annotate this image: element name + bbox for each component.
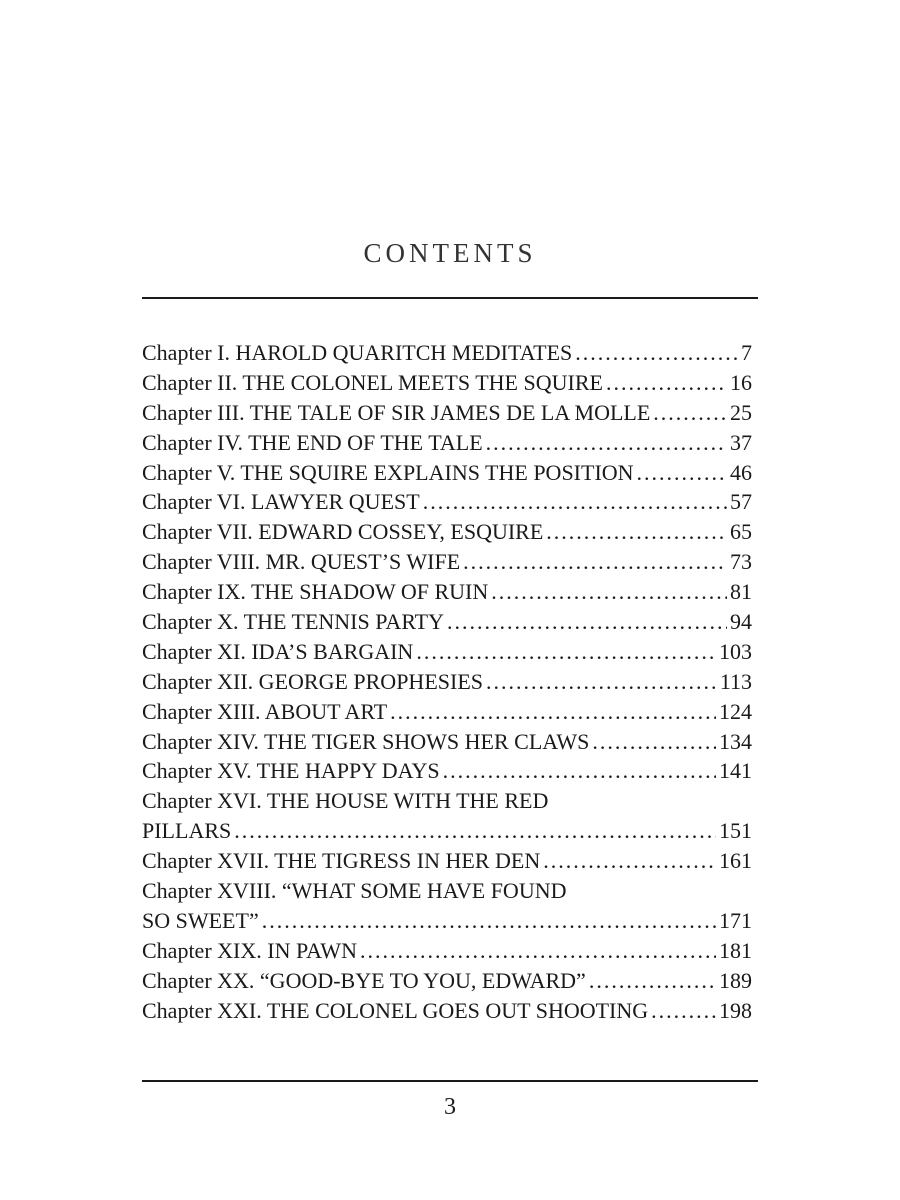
- toc-entry: [142, 577, 752, 607]
- dot-leader: [637, 458, 727, 488]
- toc-entry: [142, 428, 752, 458]
- toc-entry-title: Chapter XVII. THE TIGRESS IN HER DEN: [142, 848, 541, 874]
- dot-leader: [423, 487, 727, 517]
- dot-leader: [486, 667, 717, 697]
- bottom-divider: [142, 1080, 758, 1082]
- toc-entry: [142, 996, 752, 1026]
- toc-entry: [142, 816, 752, 846]
- toc-entry-title: Chapter III. THE TALE OF SIR JAMES DE LA MOLLE: [142, 399, 651, 425]
- toc-entry-page: 46: [730, 459, 752, 485]
- toc-entry-title: Chapter VI. LAWYER QUEST: [142, 489, 420, 515]
- dot-leader: [606, 368, 727, 398]
- toc-entry-title: Chapter XIV. THE TIGER SHOWS HER CLAWS: [142, 728, 590, 754]
- page-number: 3: [444, 1094, 456, 1120]
- top-divider: [142, 297, 758, 299]
- toc-entry-page: 73: [730, 549, 752, 575]
- toc-entry: [142, 368, 752, 398]
- toc-entry: [142, 517, 752, 547]
- toc-entry-title: Chapter IV. THE END OF THE TALE: [142, 429, 483, 455]
- toc-entry: [142, 338, 752, 368]
- dot-leader: [491, 577, 727, 607]
- toc-entry-page: 37: [730, 429, 752, 455]
- toc-entry-page: 65: [730, 519, 752, 545]
- toc-entry-title: Chapter XVI. THE HOUSE WITH THE RED: [142, 788, 549, 814]
- toc-entry-wrapped-start: [142, 786, 752, 816]
- toc-entry-page: 7: [741, 340, 752, 365]
- toc-entry-title: Chapter XII. GEORGE PROPHESIES: [142, 668, 483, 694]
- toc-entry-page: 113: [719, 668, 752, 694]
- toc-entry-page: 171: [719, 907, 752, 933]
- dot-leader: [589, 966, 716, 996]
- toc-entry-title: Chapter XVIII. “WHAT SOME HAVE FOUND: [142, 878, 567, 904]
- dot-leader: [360, 936, 716, 966]
- toc-entry: [142, 846, 752, 876]
- toc-entry-page: 124: [719, 698, 752, 724]
- dot-leader: [486, 428, 727, 458]
- toc-entry: [142, 458, 752, 488]
- toc-entry-title: Chapter VIII. MR. QUEST’S WIFE: [142, 549, 461, 575]
- toc-entry-page: 134: [719, 728, 752, 754]
- dot-leader: [592, 727, 716, 757]
- dot-leader: [443, 756, 716, 786]
- toc-entry-page: 57: [730, 489, 752, 515]
- toc-entry-title: Chapter XX. “GOOD-BYE TO YOU, EDWARD”: [142, 967, 586, 993]
- toc-entry: [142, 547, 752, 577]
- dot-leader: [262, 906, 716, 936]
- dot-leader: [390, 697, 716, 727]
- toc-entry: [142, 398, 752, 428]
- toc-entry: [142, 667, 752, 697]
- toc-entry-page: 189: [719, 967, 752, 993]
- toc-entry: [142, 966, 752, 996]
- toc-entry-title: Chapter XV. THE HAPPY DAYS: [142, 758, 440, 784]
- toc-entry-title: Chapter VII. EDWARD COSSEY, ESQUIRE: [142, 519, 544, 545]
- toc-entry-title: SO SWEET”: [142, 907, 259, 933]
- toc-entry-title: Chapter XI. IDA’S BARGAIN: [142, 638, 414, 664]
- toc-entry-page: 161: [719, 848, 752, 874]
- toc-entry-title: Chapter XIX. IN PAWN: [142, 937, 357, 963]
- toc-entry-page: 16: [730, 369, 752, 395]
- dot-leader: [543, 846, 716, 876]
- toc-entry: [142, 637, 752, 667]
- toc-entry: [142, 756, 752, 786]
- toc-entry-page: 181: [719, 937, 752, 963]
- toc-entry-page: 103: [719, 638, 752, 664]
- toc-entry-page: 151: [719, 818, 752, 844]
- toc-entry-title: Chapter IX. THE SHADOW OF RUIN: [142, 579, 489, 605]
- toc-entry-page: 198: [719, 997, 752, 1023]
- toc-entry-title: Chapter II. THE COLONEL MEETS THE SQUIRE: [142, 369, 603, 395]
- dot-leader: [651, 996, 716, 1026]
- toc-entry: [142, 697, 752, 727]
- toc-entry-title: Chapter XXI. THE COLONEL GOES OUT SHOOTING: [142, 997, 649, 1023]
- toc-entry-page: 141: [719, 758, 752, 784]
- dot-leader: [653, 398, 727, 428]
- dot-leader: [416, 637, 716, 667]
- toc-entry: [142, 727, 752, 757]
- toc-entry-title: Chapter I. HAROLD QUARITCH MEDITATES: [142, 340, 573, 365]
- toc-entry-title: Chapter XIII. ABOUT ART: [142, 698, 388, 724]
- toc-entry-title: PILLARS: [142, 818, 232, 844]
- dot-leader: [546, 517, 727, 547]
- dot-leader: [447, 607, 727, 637]
- page-title: CONTENTS: [363, 238, 537, 268]
- dot-leader: [575, 338, 738, 368]
- toc-entry: [142, 487, 752, 517]
- dot-leader: [234, 816, 716, 846]
- toc-entry: [142, 607, 752, 637]
- toc-entry-page: 25: [730, 399, 752, 425]
- toc-entry-wrapped-start: [142, 876, 752, 906]
- dot-leader: [463, 547, 727, 577]
- toc-entry-page: 81: [730, 579, 752, 605]
- toc-entry-page: 94: [730, 609, 752, 635]
- toc-entry: [142, 906, 752, 936]
- table-of-contents: [142, 338, 752, 1025]
- toc-entry-title: Chapter V. THE SQUIRE EXPLAINS THE POSITION: [142, 459, 634, 485]
- toc-entry-title: Chapter X. THE TENNIS PARTY: [142, 609, 444, 635]
- toc-entry: [142, 936, 752, 966]
